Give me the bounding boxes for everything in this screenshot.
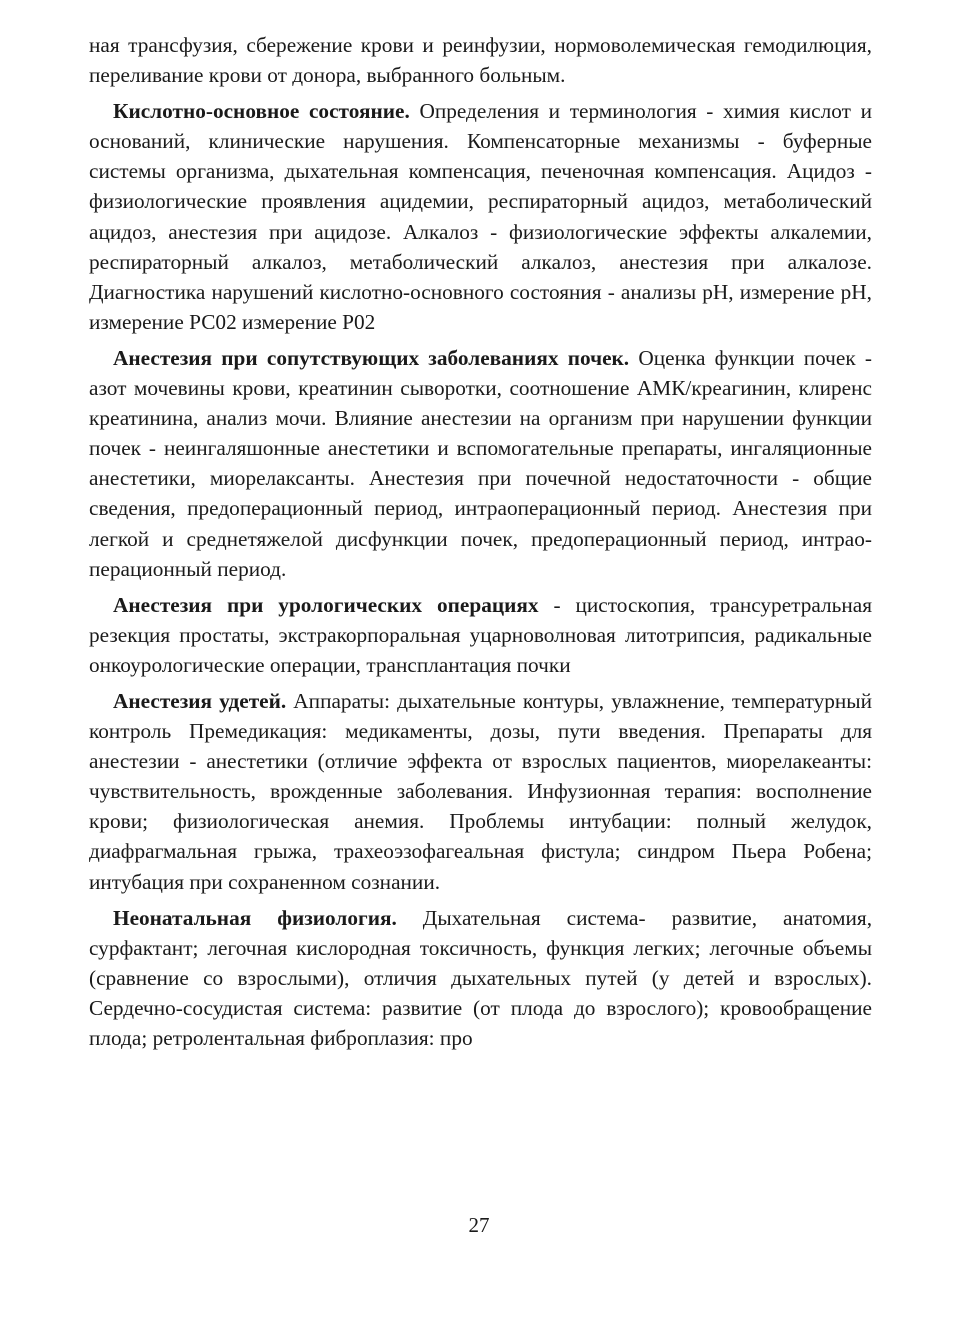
- paragraph-body: Аппараты: дыхательные контуры, увлажнение, температурный контроль Премедикация: медикаменты, дозы, пути введения. Препараты для анестезии - анестетики (отличие эффекта от взрослых пациентов, миорелакеанты: чувствительность, врожденные заболевания. Инфузионная терапия: восполнение крови; физиологическая анемия. Проблемы интубации: полный желудок, диафрагмальная грыжа, трахеоэзофагеальная фистула; синдром Пьера Робена; интубация при сохраненном сознании.: [89, 688, 872, 894]
- paragraph-heading: Анестезия удетей.: [113, 688, 287, 713]
- paragraph-heading: Неонатальная физиология.: [113, 905, 397, 930]
- paragraph-body: Оценка функции почек - азот мочевины крови, креатинин сыворотки, соотношение АМК/креагинин, клиренс креатинина, анализ мочи. Влияние анестезии на организм при нарушении функции почек - неингаляшонные анестетики и вспомогательные препараты, ингаляционные анестетики, миорелаксанты. Анестезия при почечной недостаточности - общие сведения, предоперационный период, интраоперационный период. Анестезия при легкой и среднетяжелой дисфункции почек, предоперационный период, интраоперационный период.: [89, 345, 872, 581]
- paragraph-heading: Кислотно-основное состояние.: [113, 99, 410, 124]
- paragraph-body: ная трансфузия, сбережение крови и реинфузии, нормоволемическая гемодилюция, переливание крови от донора, выбранного больным.: [89, 33, 872, 88]
- paragraph-body: Дыхательная система- развитие, анатомия, сурфактант; легочная кислородная токсичность, функция легких; легочные объемы (сравнение со взрослыми), отличия дыхательных путей (у детей и взрослых). Сердечно-сосудистая система: развитие (от плода до взрослого); кровообращение плода; ретролентальная фиброплазия: про: [89, 905, 873, 1050]
- paragraph-body: Определения и терминология - химия кислот и оснований, клинические нарушения. Компенсаторные механизмы - буферные системы организма, дыхательная компенсация, печеночная компенсация. Ацидоз - физиологические проявления ацидемии, респираторный ацидоз, метаболический ацидоз, анестезия при ацидозе. Алкалоз - физиологические эффекты алкалемии, респираторный алкалоз, метаболический алкалоз, анестезия при алкалозе. Диагностика нарушений кислотно-основного состояния - анализы рН, измерение рН, измерение РС02 измерение Р02: [89, 99, 872, 334]
- paragraph-renal-disease: [89, 343, 872, 584]
- page-number: 27: [468, 1213, 490, 1237]
- paragraph-urologic-surgery: [89, 590, 872, 680]
- paragraph-pediatric-anesthesia: [89, 686, 872, 897]
- paragraph-transfusion-continuation: [89, 30, 872, 90]
- paragraph-heading: Анестезия при сопутствующих заболеваниях почек.: [113, 345, 630, 370]
- paragraph-neonatal-physiology: [89, 903, 872, 1053]
- document-page: [89, 30, 872, 1059]
- paragraph-heading: Анестезия при урологических операциях: [113, 592, 539, 617]
- paragraph-acid-base: [89, 96, 872, 337]
- paragraph-body: - цистоскопия, трансуретральная резекция простаты, экстракорпоральная уцарноволновая литотрипсия, радикальные онкоурологические операции, трансплантация почки: [89, 592, 872, 677]
